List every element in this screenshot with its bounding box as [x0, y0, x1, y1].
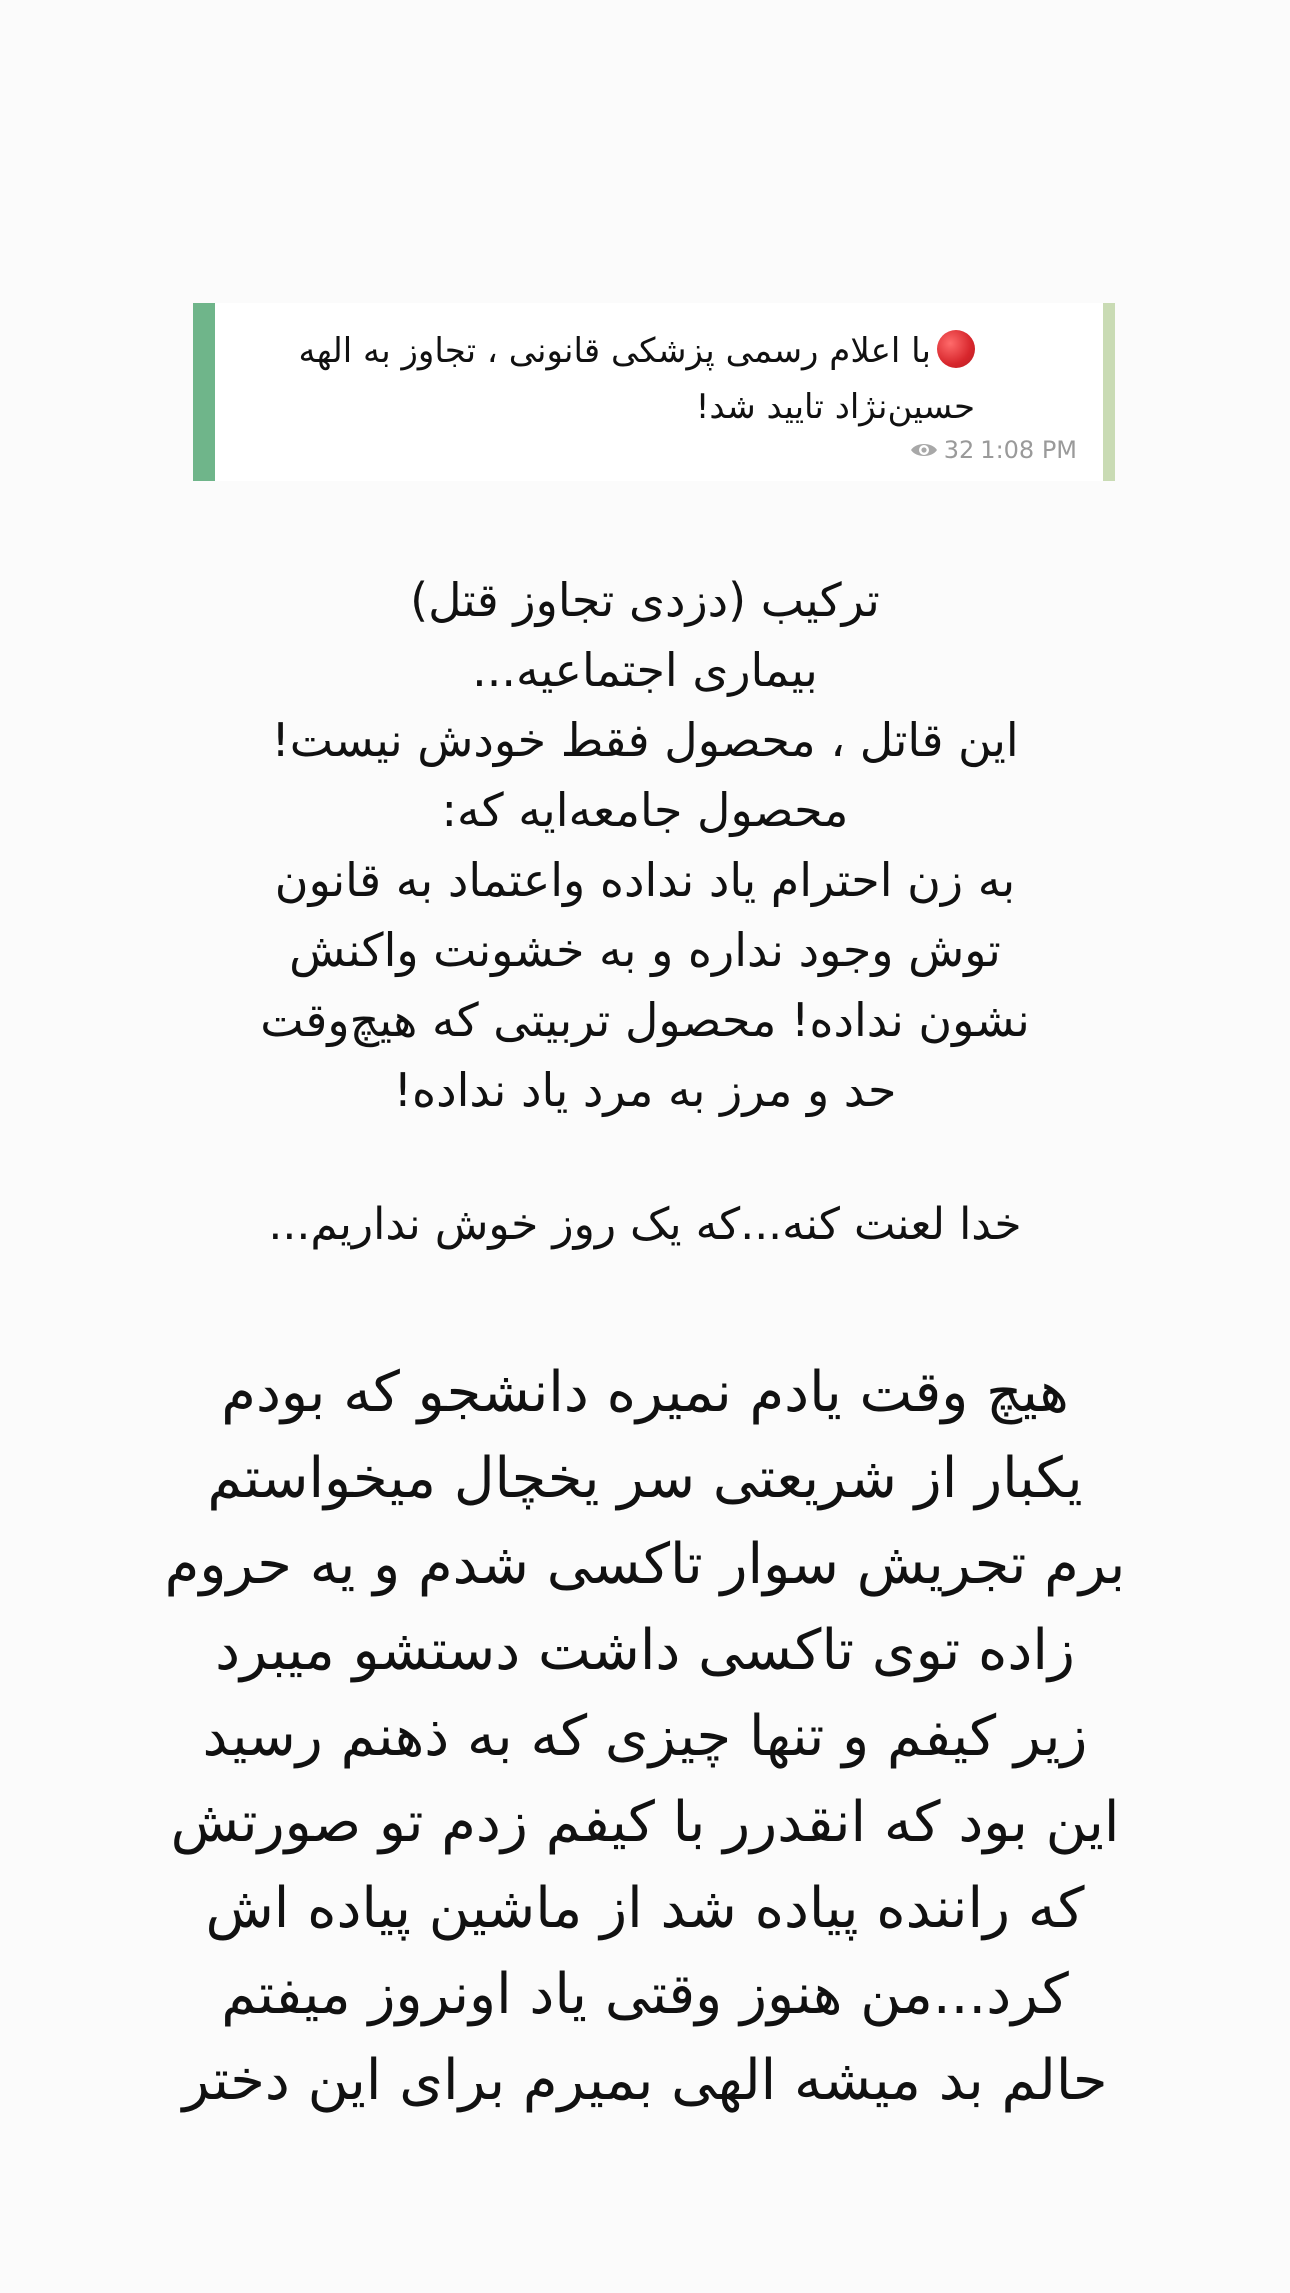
- post2-line: این بود که انقدرر با کیفم زدم تو صورتش: [170, 1790, 1120, 1855]
- post2-line: یکبار از شریعتی سر یخچال میخواستم: [207, 1446, 1083, 1511]
- message-text-line2: حسین‌نژاد تایید شد!: [695, 387, 975, 427]
- red-circle-icon: [937, 330, 975, 368]
- post2-line: زیر کیفم و تنها چیزی که به ذهنم رسید: [202, 1704, 1088, 1769]
- post1-line: ترکیب (دزدی تجاوز قتل): [410, 573, 880, 627]
- message-meta: [910, 436, 1077, 464]
- post1-line: محصول جامعه‌ایه که:: [441, 783, 849, 837]
- message-time: 1:08 PM: [980, 436, 1077, 464]
- message-text-line1: با اعلام رسمی پزشکی قانونی ، تجاوز به الهه: [298, 331, 931, 371]
- message-left-accent: [193, 303, 215, 481]
- post2-line: کرد...من هنوز وقتی یاد اونروز میفتم: [221, 1962, 1069, 2027]
- message-right-accent: [1103, 303, 1115, 481]
- post1-footer: خدا لعنت کنه...که یک روز خوش نداریم...: [268, 1199, 1022, 1250]
- post1-line: بیماری اجتماعیه...: [472, 643, 818, 697]
- post1-line: حد و مرز به مرد یاد نداده!: [393, 1063, 897, 1117]
- forwarded-message-card: [193, 303, 1115, 481]
- view-count: 32: [943, 436, 975, 464]
- message-text: [255, 323, 975, 435]
- eye-icon: [910, 441, 938, 459]
- post2-line: هیچ وقت یادم نمیره دانشجو که بودم: [221, 1360, 1069, 1425]
- post2-line: حالم بد میشه الهی بمیرم برای این دختر: [182, 2048, 1108, 2113]
- post2-line: که راننده پیاده شد از ماشین پیاده اش: [205, 1876, 1085, 1941]
- post1-line: توش وجود نداره و به خشونت واکنش: [289, 923, 1001, 977]
- post1-line: نشون نداده! محصول تربیتی که هیچ‌وقت: [260, 993, 1030, 1047]
- post1-line: به زن احترام یاد نداده واعتماد به قانون: [274, 853, 1016, 907]
- post1-line: این قاتل ، محصول فقط خودش نیست!: [271, 713, 1019, 767]
- post-text-block-2: [80, 1350, 1210, 2124]
- post-text-block-1: [130, 565, 1160, 1125]
- post2-line: برم تجریش سوار تاکسی شدم و یه حروم: [164, 1532, 1126, 1597]
- post2-line: زاده توی تاکسی داشت دستشو میبرد: [215, 1618, 1075, 1683]
